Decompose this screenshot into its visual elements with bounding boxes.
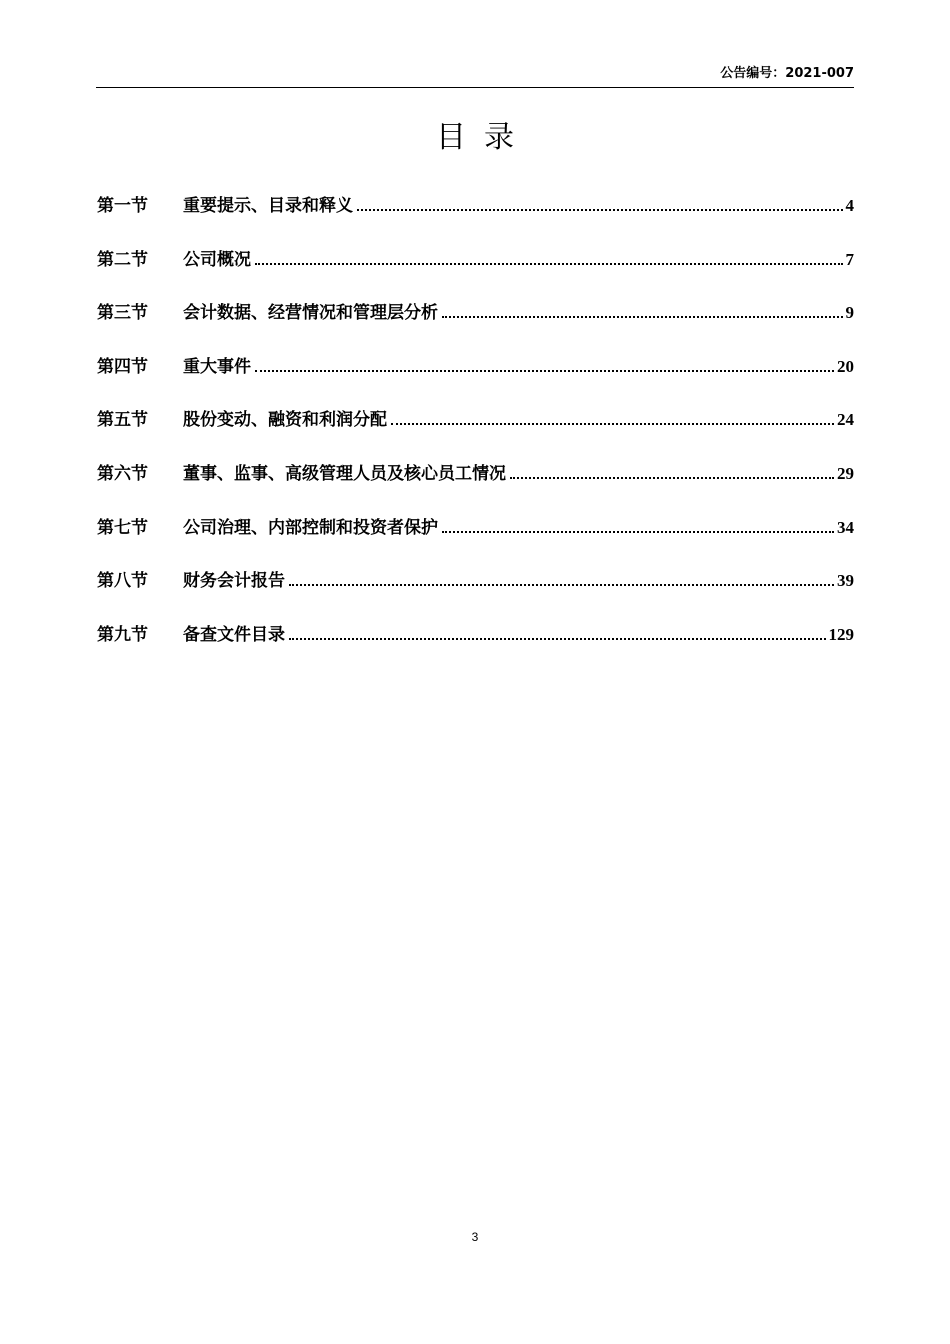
toc-entry-6[interactable] [97, 460, 854, 514]
toc-section-number: 第四节 [97, 356, 148, 377]
toc-entry-9[interactable] [97, 621, 854, 675]
dot-leader [510, 476, 834, 479]
dot-leader [255, 369, 834, 372]
toc-section-title: 备查文件目录 [183, 624, 285, 645]
header-divider [96, 87, 854, 88]
toc-page-number: 24 [837, 410, 854, 430]
toc-section-number: 第五节 [97, 410, 148, 431]
toc-entry-5[interactable] [97, 406, 854, 460]
toc-section-number: 第七节 [97, 517, 148, 538]
toc-section-title: 公司概况 [183, 249, 251, 270]
toc-section-title: 会计数据、经营情况和管理层分析 [183, 303, 438, 324]
page-number: 3 [471, 1230, 479, 1244]
toc-section-number: 第一节 [97, 196, 148, 216]
toc-page-number: 9 [845, 303, 854, 323]
toc-page-number: 34 [837, 517, 854, 537]
dot-leader [289, 637, 826, 640]
toc-section-title: 股份变动、融资和利润分配 [183, 410, 387, 431]
toc-page-number: 20 [837, 356, 854, 376]
dot-leader [442, 530, 834, 533]
toc-page-number: 29 [837, 463, 854, 483]
toc-section-title: 重大事件 [183, 356, 251, 377]
toc-page-number: 39 [837, 571, 854, 591]
toc-section-title: 重要提示、目录和释义 [183, 196, 353, 216]
dot-leader [255, 262, 843, 265]
toc-title: 目录 [436, 120, 532, 155]
toc-section-title: 财务会计报告 [183, 571, 285, 592]
toc-page-number: 7 [845, 249, 854, 269]
toc-section-number: 第六节 [97, 463, 148, 484]
toc-section-number: 第三节 [97, 303, 148, 324]
dot-leader [442, 315, 843, 318]
toc-page-number: 4 [845, 196, 854, 215]
toc-entry-4[interactable] [97, 353, 854, 407]
dot-leader [289, 583, 834, 586]
toc-list [97, 192, 854, 674]
toc-section-number: 第二节 [97, 249, 148, 270]
toc-section-number: 第九节 [97, 624, 148, 645]
toc-entry-1[interactable] [97, 192, 854, 246]
dot-leader [391, 422, 834, 425]
toc-entry-7[interactable] [97, 514, 854, 568]
toc-entry-3[interactable] [97, 299, 854, 353]
dot-leader [357, 208, 843, 211]
toc-entry-8[interactable] [97, 567, 854, 621]
toc-page-number: 129 [828, 624, 854, 644]
toc-section-title: 公司治理、内部控制和投资者保护 [183, 517, 438, 538]
toc-entry-2[interactable] [97, 246, 854, 300]
toc-section-title: 董事、监事、高级管理人员及核心员工情况 [183, 463, 506, 484]
toc-section-number: 第八节 [97, 571, 148, 592]
announcement-number: 公告编号：2021-007 [720, 66, 854, 81]
